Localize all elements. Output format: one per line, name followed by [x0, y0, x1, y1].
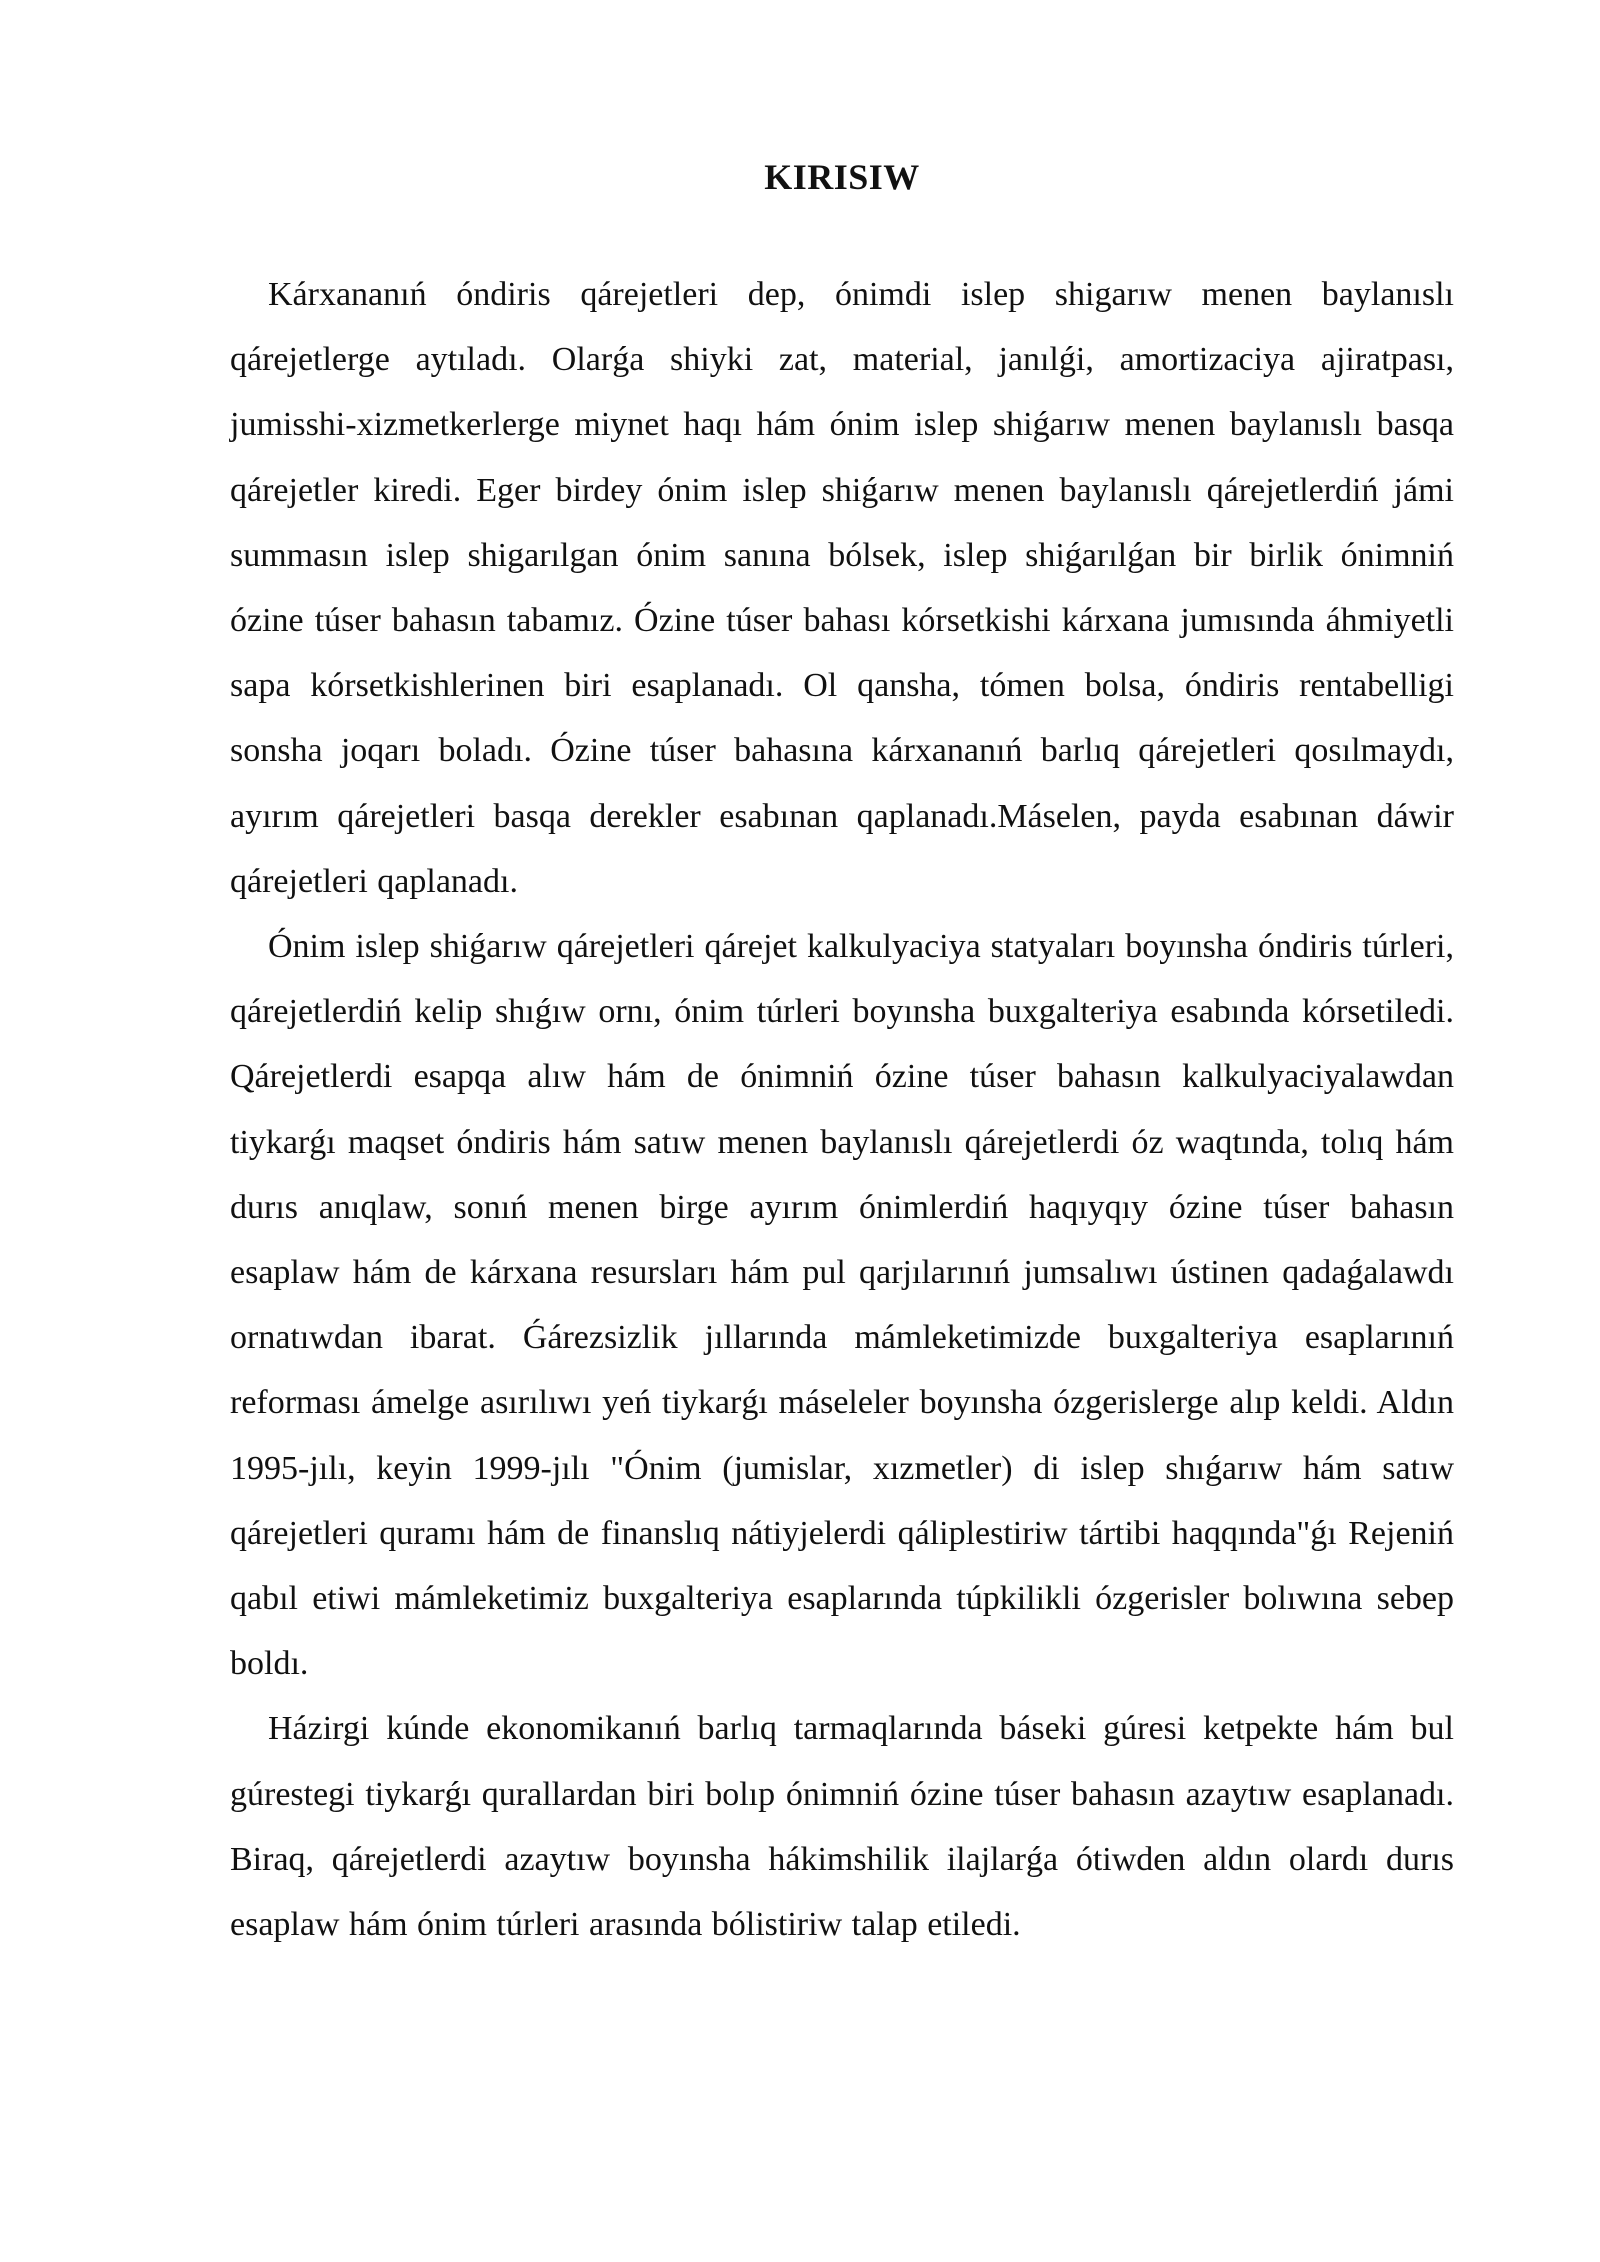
paragraph-3: Házirgi kúnde ekonomikanıń barlıq tarmaqlarında báseki gúresi ketpekte hám bul gúrestegi tiykarǵı qurallardan biri bolıp ónimniń ózine túser bahasın azaytıw esaplanadı. Biraq, qárejetlerdi azaytıw boyınsha hákimshilik ilajlarǵa ótiwden aldın olardı durıs esaplaw hám ónim túrleri arasında bólistiriw talap etiledi.	[230, 1710, 1454, 1944]
page-title: KIRISIW	[764, 157, 920, 197]
document-body	[230, 150, 1454, 1957]
paragraph-2: Ónim islep shiǵarıw qárejetleri qárejet kalkulyaciya statyaları boyınsha óndiris túrleri, qárejetlerdiń kelip shıǵıw ornı, ónim túrleri boyınsha buxgalteriya esabında kórsetiledi. Qárejetlerdi esapqa alıw hám de ónimniń ózine túser bahasın kalkulyaciyalawdan tiykarǵı maqset óndiris hám satıw menen baylanıslı qárejetlerdi óz waqtında, tolıq hám durıs anıqlaw, sonıń menen birge ayırım ónimlerdiń haqıyqıy ózine túser bahasın esaplaw hám de kárxana resursları hám pul qarjılarınıń jumsalıwı ústinen qadaǵalawdı ornatıwdan ibarat. Ǵárezsizlik jıllarında mámleketimizde buxgalteriya esaplarınıń reforması ámelge asırılıwı yeń tiykarǵı máseleler boyınsha ózgerislerge alıp keldi. Aldın 1995-jılı, keyin 1999-jılı "Ónim (jumislar, xızmetler) di islep shıǵarıw hám satıw qárejetleri quramı hám de finanslıq nátiyjelerdi qáliplestiriw tártibi haqqında"ǵı Rejeniń qabıl etiwi mámleketimiz buxgalteriya esaplarında túpkilikli ózgerisler bolıwına sebep boldı.	[230, 928, 1454, 1683]
paragraph-1: Kárxananıń óndiris qárejetleri dep, ónimdi islep shigarıw menen baylanıslı qárejetlerge aytıladı. Olarǵa shiyki zat, material, janılǵi, amortizaciya ajiratpası, jumisshi-xizmetkerlerge miynet haqı hám ónim islep shiǵarıw menen baylanıslı basqa qárejetler kiredi. Eger birdey ónim islep shiǵarıw menen baylanıslı qárejetlerdiń jámi summasın islep shigarılgan ónim sanına bólsek, islep shiǵarılǵan bir birlik ónimniń ózine túser bahasın tabamız. Ózine túser bahası kórsetkishi kárxana jumısında áhmiyetli sapa kórsetkishlerinen biri esaplanadı. Ol qansha, tómen bolsa, óndiris rentabelligi sonsha joqarı boladı. Ózine túser bahasına kárxananıń barlıq qárejetleri qosılmaydı, ayırım qárejetleri basqa derekler esabınan qaplanadı.Máselen, payda esabınan dáwir qárejetleri qaplanadı.	[230, 276, 1454, 900]
